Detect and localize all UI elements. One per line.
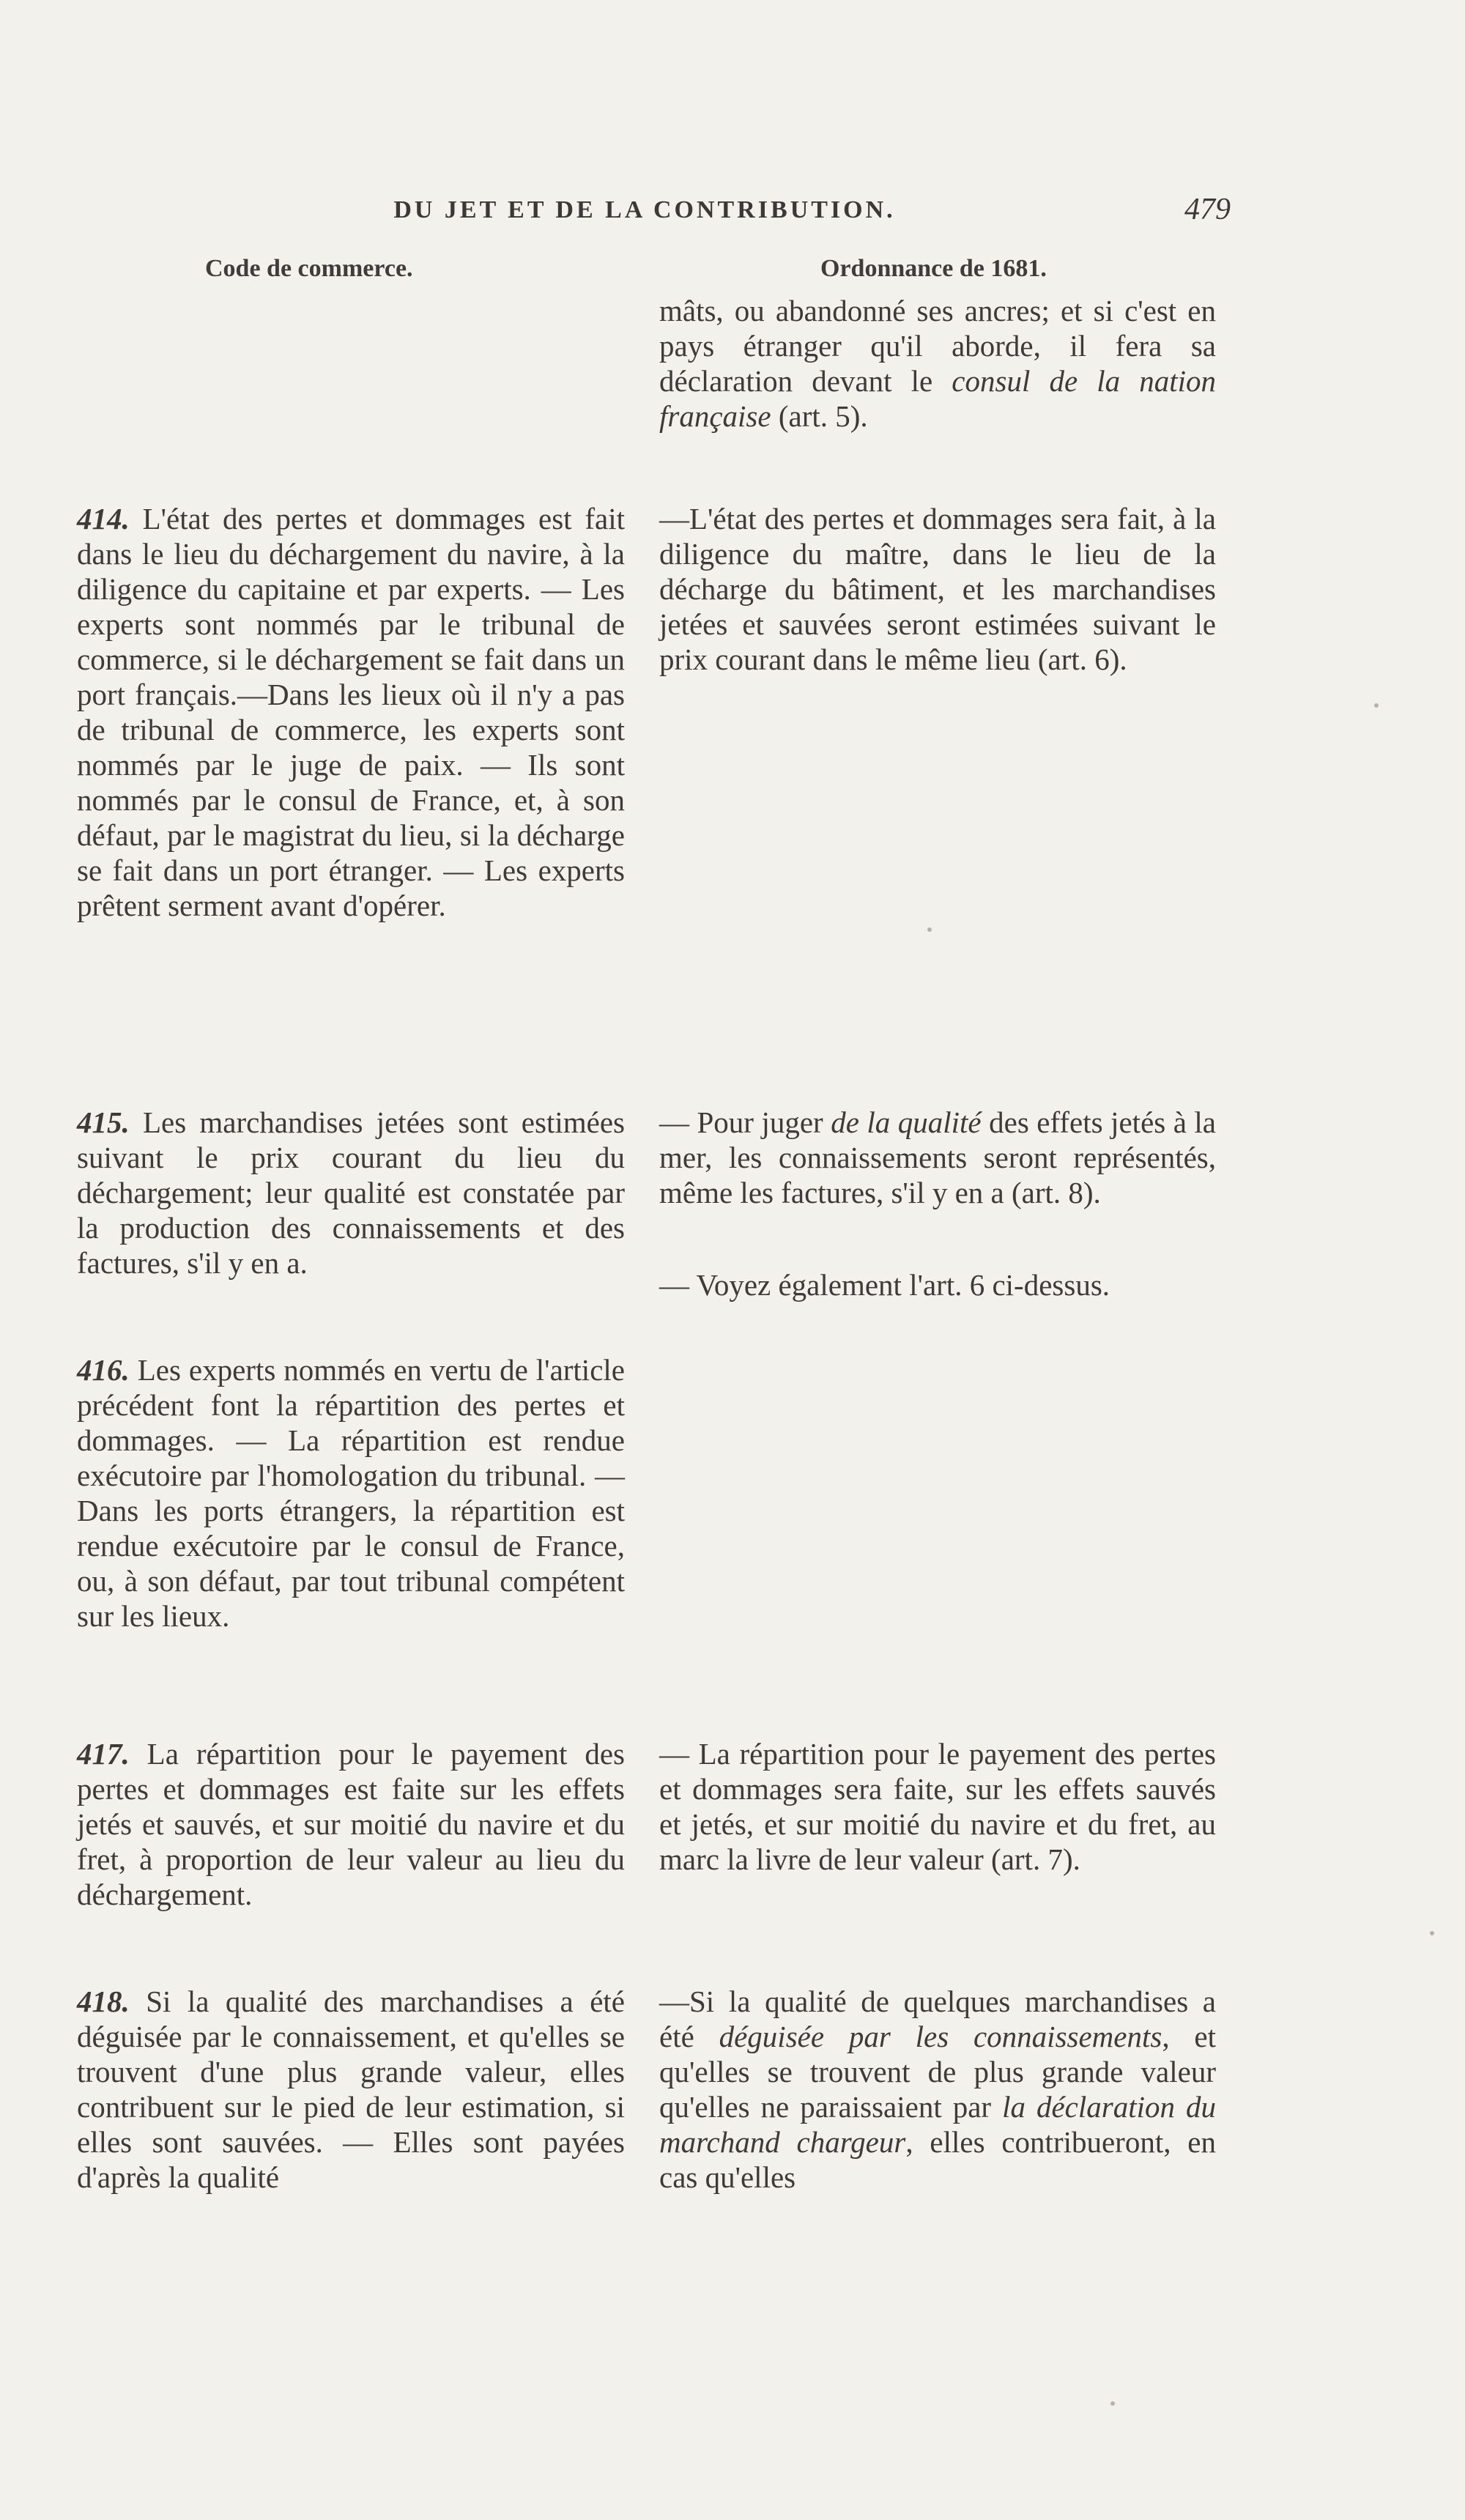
- article-text: Les marchandises jetées sont estimées suivant le prix courant du lieu du déchargement; leur qualité est constatée par la production des connaissements et des factures, s'il y en a.: [77, 1105, 625, 1280]
- ordonnance-para-5: — La répartition pour le payement des pertes et dommages sera faite, sur les effets sauvés et jetés, et sur moitié du navire et du fret, au marc la livre de leur valeur (art. 7).: [659, 1737, 1216, 1876]
- right-column-title: Ordonnance de 1681.: [820, 255, 1047, 282]
- article-text: Si la qualité des marchandises a été déguisée par le connaissement, et qu'elles se trouvent d'une plus grande valeur, elles contribuent sur le pied de leur estimation, si elles sont sauvées. — Elles sont payées d'après la qualité: [77, 1984, 625, 2194]
- ordonnance-para-3: — Pour juger de la qualité des effets jetés à la mer, les connaissements seront représentés, même les factures, s'il y en a (art. 8).: [659, 1105, 1216, 1209]
- article-number: 417.: [77, 1737, 130, 1771]
- running-title: DU JET ET DE LA CONTRIBUTION.: [393, 196, 896, 223]
- article-415: [77, 1105, 625, 1281]
- article-text: L'état des pertes et dommages est fait dans le lieu du déchargement du navire, à la diligence du capitaine et par experts. — Les experts sont nommés par le tribunal de commerce, si le déchargement se fait dans un port français.—Dans les lieux où il n'y a pas de tribunal de commerce, les experts sont nommés par le juge de paix. — Ils sont nommés par le consul de France, et, à son défaut, par le magistrat du lieu, si la décharge se fait dans un port étranger. — Les experts prêtent serment avant d'opérer.: [77, 502, 625, 922]
- ordonnance-para-1: mâts, ou abandonné ses ancres; et si c'est en pays étranger qu'il aborde, il fera sa déclaration devant le consul de la nation française (art. 5).: [659, 294, 1217, 433]
- article-number: 418.: [77, 1984, 130, 2018]
- article-417: [77, 1736, 625, 1912]
- article-text: La répartition pour le payement des pertes et dommages est faite sur les effets jetés et sauvés, et sur moitié du navire et du fret, à proportion de leur valeur au lieu du déchargement.: [77, 1737, 625, 1911]
- paper-speck: [1374, 703, 1379, 708]
- article-number: 414.: [77, 502, 130, 536]
- paper-speck: [1110, 2401, 1115, 2406]
- paper-speck: [927, 927, 932, 932]
- article-number: 416.: [77, 1353, 130, 1387]
- left-column-title: Code de commerce.: [205, 255, 413, 282]
- paper-speck: [1430, 1931, 1434, 1935]
- article-418: [77, 1984, 625, 2195]
- ordonnance-para-4: — Voyez également l'art. 6 ci-dessus.: [659, 1268, 1110, 1302]
- article-416: [77, 1352, 625, 1634]
- ordonnance-para-2: —L'état des pertes et dommages sera fait, à la diligence du maître, dans le lieu de la décharge du bâtiment, et les marchandises jetées et sauvées seront estimées suivant le prix courant dans le même lieu (art. 6).: [659, 502, 1216, 676]
- article-414: [77, 501, 625, 923]
- ordonnance-para-6: —Si la qualité de quelques marchandises a été déguisée par les connaissements, et qu'elles se trouvent de plus grande valeur qu'elles ne paraissaient par la déclaration du marchand chargeur, elles contribueront, en cas qu'elles: [659, 1984, 1216, 2194]
- article-number: 415.: [77, 1105, 130, 1139]
- article-text: Les experts nommés en vertu de l'article précédent font la répartition des pertes et dommages. — La répartition est rendue exécutoire par l'homologation du tribunal. — Dans les ports étrangers, la répartition est rendue exécutoire par le consul de France, ou, à son défaut, par tout tribunal compétent sur les lieux.: [77, 1353, 625, 1633]
- page-number: 479: [1184, 193, 1231, 226]
